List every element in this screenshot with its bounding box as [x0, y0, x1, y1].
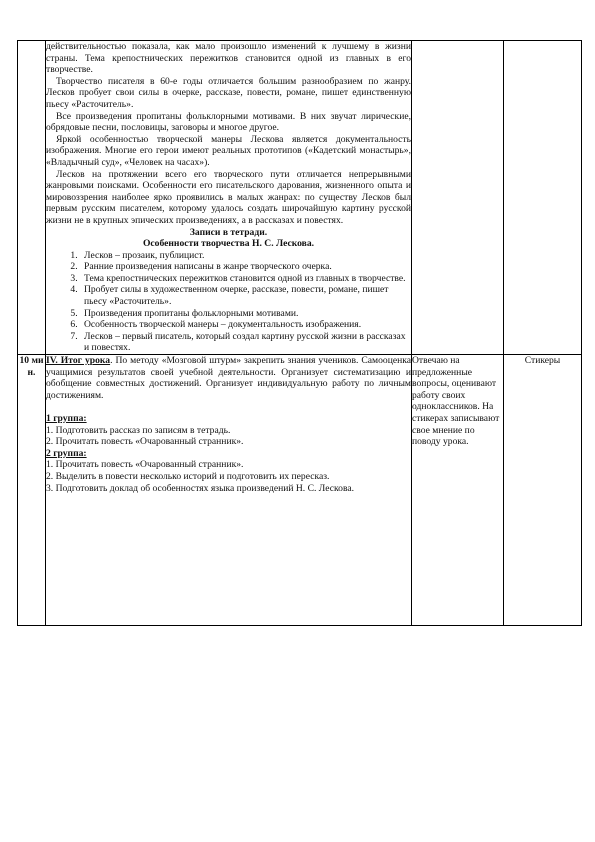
stage-text: . По методу «Мозговой штурм» закрепить знания учеников. Самооценка учащимися результатов своей учебной деятельности. Организует систематизацию и обобщение совместных достижений. Организует индивидуальную работу по личным достижениям. [46, 355, 411, 401]
list-item: 2. Ранние произведения написаны в жанре творческого очерка. [80, 261, 411, 273]
student-activity-cell: Отвечаю на предложенные вопросы, оценивают работу своих одноклассников. На стикерах записывают свое мнение по поводу урока. [412, 355, 504, 626]
list-item: 7. Лесков – первый писатель, который создал картину русской жизни в рассказах и повестях. [80, 331, 411, 354]
resources-cell: Стикеры [504, 355, 582, 626]
content-cell [46, 355, 412, 626]
notes-heading: Записи в тетради. [189, 226, 268, 238]
list-item: 3. Тема крепостнических пережитков становится одной из главных в творчестве. [80, 273, 411, 285]
table-row [18, 41, 582, 355]
stage-title: IV. Итог урока [46, 355, 111, 367]
lesson-plan-table [17, 40, 582, 626]
paragraph: Все произведения пропитаны фольклорными мотивами. В них звучат лирические, обрядовые песни, пословицы, заговоры и многое другое. [46, 110, 411, 134]
group2-title-line [46, 448, 411, 460]
stage-paragraph [46, 355, 411, 401]
activity-cell-empty [412, 41, 504, 355]
task-item: 1. Подготовить рассказ по записям в тетрадь. [46, 424, 231, 436]
features-heading: Особенности творчества Н. С. Лескова. [142, 238, 315, 250]
list-item: 6. Особенность творческой манеры – документальность изображения. [80, 319, 411, 331]
time-cell: 10 ми н. [18, 355, 46, 626]
task-item: 1. Прочитать повесть «Очарованный странник». [46, 459, 244, 471]
task-item: 2. Выделить в повести несколько историй и подготовить их пересказ. [46, 470, 330, 482]
list-item: 5. Произведения пропитаны фольклорными мотивами. [80, 308, 411, 320]
paragraph: Яркой особенностью творческой манеры Лескова является документальность изображения. Многие его герои имеют реальных прототипов («Кадетский монастырь», «Владычный суд», «Человек на часах»). [46, 133, 411, 168]
time-cell-empty [18, 41, 46, 355]
paragraph: Творчество писателя в 60-е годы отличается большим разнообразием по жанру. Лесков пробует свои силы в очерке, рассказе, повести, романе, пишет единственную пьесу «Расточитель». [46, 75, 411, 110]
list-item: 1. Лесков – прозаик, публицист. [80, 250, 411, 262]
table-row [18, 355, 582, 626]
group2-title: 2 группа: [46, 447, 87, 459]
group1-title: 1 группа: [46, 413, 87, 424]
resources-cell-empty [504, 41, 582, 355]
task-item: 2. Прочитать повесть «Очарованный странник». [46, 436, 244, 448]
task-item: 3. Подготовить доклад об особенностях языка произведений Н. С. Лескова. [46, 482, 355, 494]
features-list [46, 250, 411, 354]
group1-title-line [46, 413, 411, 425]
paragraph: действительностью показала, как мало произошло изменений к лучшему в жизни страны. Тема крепостнических пережитков становится одной из главных в его творчестве. [46, 41, 411, 76]
content-cell [46, 41, 412, 355]
paragraph: Лесков на протяжении всего его творческого пути отличается непрерывными жанровыми поисками. Особенности его писательского дарования, жизненного опыта и мировоззрения наиболее ярко проявились в малых жанрах: по существу Лесков был первым русским писателем, которому удалось создать широчайшую картину русской жизни не в крупных эпических произведениях, а в рассказах и повестях. [46, 168, 411, 226]
list-item: 4. Пробует силы в художественном очерке, рассказе, повести, романе, пишет пьесу «Расточитель». [80, 284, 411, 307]
